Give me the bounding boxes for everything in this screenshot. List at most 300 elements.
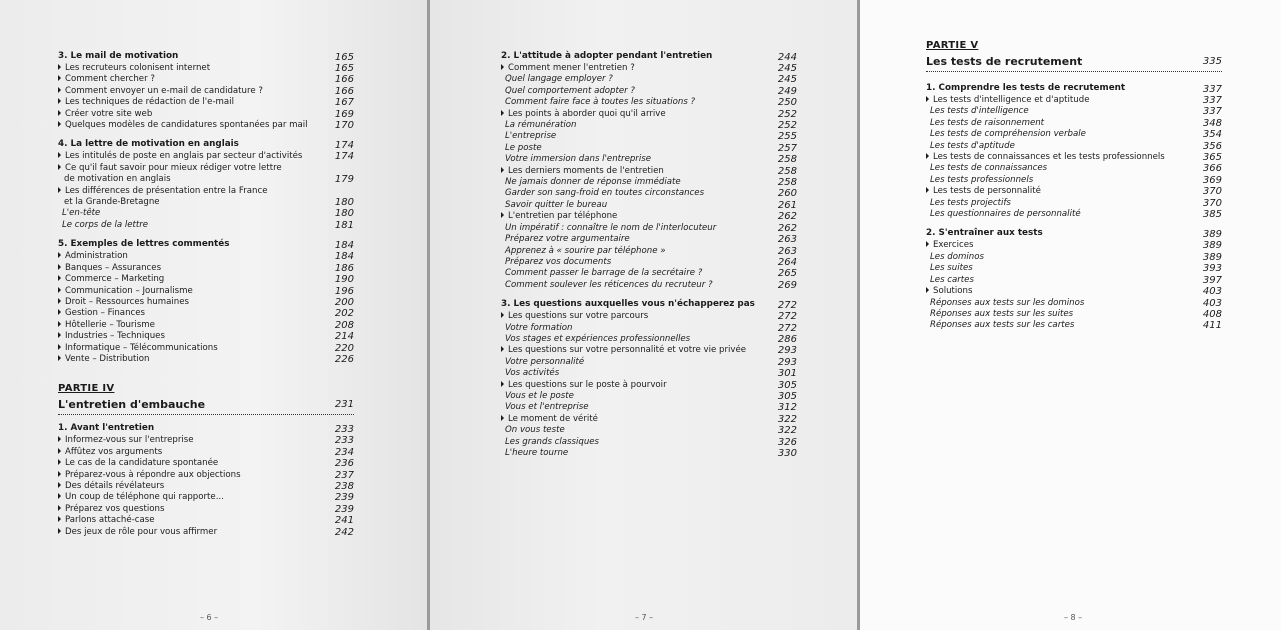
entry-label: La rémunération [505,120,577,131]
section-page-number: 337 [1202,84,1222,95]
entry-page-number: 250 [777,97,797,109]
bullet-icon [58,436,61,442]
section-heading [501,50,797,63]
toc-subentry [501,448,797,459]
entry-label: Les questionnaires de personnalité [930,209,1081,220]
toc-subentry [501,368,797,379]
toc-subentry [501,334,797,345]
toc-entry [58,274,354,285]
toc-subentry [501,177,797,188]
toc-subentry [501,280,797,291]
toc-entry [501,311,797,322]
entry-page-number: 258 [777,165,797,177]
toc-entry [501,380,797,391]
toc-subentry [926,163,1222,174]
entry-label: Vos stages et expériences professionnelles [505,333,691,344]
toc-entry [501,63,797,74]
toc-subentry [501,246,797,257]
entry-label: Les techniques de rédaction de l'e-mail [65,97,234,108]
toc-subentry [501,391,797,402]
entry-page-number: 262 [777,211,797,223]
bullet-icon [501,381,504,387]
entry-label: Apprenez à « sourire par téléphone » [505,245,666,256]
entry-page-number: 200 [334,296,354,308]
bullet-icon [58,344,61,350]
toc-entry [58,197,354,208]
entry-label: Préparez votre argumentaire [505,234,630,245]
entry-label: Les dominos [930,251,984,262]
section-heading [58,238,354,251]
section-page-number: 184 [334,240,354,252]
entry-label: Un impératif : connaître le nom de l'interlocuteur [505,222,717,233]
entry-page-number: 261 [777,199,797,211]
entry-page-number: 354 [1202,129,1222,141]
toc-subentry [926,198,1222,209]
entry-label: Solutions [933,286,973,297]
entry-label: Les tests de raisonnement [930,117,1045,128]
entry-label: Les questions sur votre parcours [508,311,649,322]
entry-label: Les derniers moments de l'entretien [508,165,664,176]
toc-entry [58,74,354,85]
bullet-icon [926,187,929,193]
entry-label: Commerce – Marketing [65,274,165,285]
entry-page-number: 330 [777,448,797,459]
toc-subentry [501,402,797,413]
entry-label: Parlons attaché-case [65,515,155,526]
entry-label: Créer votre site web [65,108,153,119]
toc-entry [58,263,354,274]
toc-entry [58,120,354,131]
entry-label: L'en-tête [62,208,101,219]
toc-entry [58,331,354,342]
bullet-icon [58,459,61,465]
entry-label: Vous et le poste [505,390,574,401]
toc-column-page-8 [926,40,1222,332]
entry-label: Banques – Assurances [65,262,162,273]
entry-label: Préparez vos questions [65,503,165,514]
entry-label: Les tests professionnels [930,174,1034,185]
toc-subentry [926,298,1222,309]
entry-label: et la Grande-Bretagne [64,197,160,208]
toc-entry [58,515,354,526]
toc-sections [926,82,1222,332]
toc-entry [501,345,797,356]
entry-page-number: 169 [334,108,354,120]
entry-page-number: 322 [777,425,797,437]
entry-label: Réponses aux tests sur les cartes [930,320,1075,331]
entry-page-number: 190 [334,274,354,286]
entry-label: L'heure tourne [505,448,569,458]
bullet-icon [58,493,61,499]
entry-page-number: 337 [1202,106,1222,118]
bullet-icon [58,355,61,361]
entry-page-number: 239 [334,492,354,504]
entry-label: Les tests d'intelligence et d'aptitude [933,95,1090,105]
entry-page-number: 245 [777,74,797,86]
toc-entry [58,320,354,331]
toc-entry [58,109,354,120]
section-title: 2. L'attitude à adopter pendant l'entretien [501,51,713,61]
section-title: 5. Exemples de lettres commentés [58,239,230,250]
entry-page-number: 397 [1202,274,1222,286]
entry-page-number: 245 [777,63,797,74]
bullet-icon [926,241,929,247]
entry-label: Préparez-vous à répondre aux objections [65,469,241,480]
toc-subentry [501,131,797,142]
toc-column-page-6 [58,46,354,538]
bullet-icon [58,275,61,281]
toc-entry [926,152,1222,163]
page-6 [0,0,427,630]
section-heading [926,227,1222,240]
entry-page-number: 369 [1202,174,1222,186]
toc-subentry [926,263,1222,274]
section-heading [58,50,354,63]
entry-page-number: 293 [777,345,797,357]
entry-page-number: 286 [777,333,797,345]
toc-column-page-7 [501,46,797,459]
bullet-icon [58,75,61,81]
entry-label: Le moment de vérité [508,413,598,424]
toc-entry [58,97,354,108]
entry-label: Les tests d'aptitude [930,140,1015,151]
entry-page-number: 403 [1202,286,1222,298]
toc-subentry [501,437,797,448]
entry-page-number: 326 [777,436,797,448]
entry-label: Un coup de téléphone qui rapporte... [65,492,224,503]
entry-label: Comment chercher ? [65,74,155,85]
toc-entry [926,286,1222,297]
entry-page-number: 337 [1202,95,1222,106]
toc-sections-2 [58,422,354,538]
entry-label: Les tests d'intelligence [930,106,1029,117]
entry-label: Les tests de connaissances et les tests professionnels [933,152,1165,163]
entry-label: Les tests de personnalité [933,186,1041,197]
section-page-number: 272 [777,300,797,312]
entry-page-number: 234 [334,446,354,458]
entry-page-number: 293 [777,356,797,368]
entry-page-number: 202 [334,308,354,320]
toc-subentry [926,118,1222,129]
entry-label: Quel comportement adopter ? [505,85,635,96]
bullet-icon [58,98,61,104]
toc-entry [58,163,354,174]
toc-entry [58,151,354,162]
entry-label: Les différences de présentation entre la France [65,185,268,196]
partie-title [926,55,1222,72]
entry-page-number: 236 [334,458,354,470]
bullet-icon [501,110,504,116]
toc-entry [58,63,354,74]
entry-page-number: 196 [334,285,354,297]
entry-label: Ce qu'il faut savoir pour mieux rédiger votre lettre [65,162,282,173]
toc-entry [58,504,354,515]
entry-page-number: 356 [1202,140,1222,152]
toc-sections [501,50,797,459]
entry-label: Garder son sang-froid en toutes circonstances [505,188,705,199]
toc-subentry [501,357,797,368]
toc-subentry [501,257,797,268]
partie-heading: PARTIE V [926,40,979,51]
toc-entry [926,186,1222,197]
entry-page-number: 411 [1202,320,1222,332]
entry-label: Des détails révélateurs [65,480,165,491]
toc-entry [58,297,354,308]
toc-entry [58,527,354,538]
bullet-icon [58,252,61,258]
toc-subentry [501,188,797,199]
entry-label: Administration [65,251,128,262]
entry-label: Comment envoyer un e-mail de candidature ? [65,85,263,96]
toc-subentry [926,320,1222,331]
entry-page-number: 233 [334,435,354,447]
entry-label: Réponses aux tests sur les suites [930,308,1074,319]
partie-title-text: L'entretien d'embauche [58,398,206,412]
bullet-icon [501,167,504,173]
entry-page-number: 239 [334,503,354,515]
section-title: 4. La lettre de motivation en anglais [58,139,239,150]
entry-page-number: 214 [334,331,354,343]
bullet-icon [58,152,61,158]
entry-label: Votre personnalité [505,356,585,367]
entry-label: Les tests de connaissances [930,163,1048,174]
entry-page-number: 249 [777,85,797,97]
entry-page-number: 258 [777,154,797,166]
entry-label: Le poste [505,142,542,153]
toc-entry [501,166,797,177]
section-title: 3. Les questions auxquelles vous n'échapperez pas [501,299,755,310]
toc-subentry [926,309,1222,320]
toc-subentry [501,268,797,279]
entry-label: Votre formation [505,322,573,333]
bullet-icon [58,110,61,116]
section-heading [58,422,354,435]
entry-page-number: 252 [777,108,797,120]
entry-page-number: 170 [334,120,354,132]
page-7 [430,0,857,630]
entry-label: Quel langage employer ? [505,74,613,85]
toc-entry [58,251,354,262]
section-heading [926,82,1222,95]
section-title: 3. Le mail de motivation [58,51,179,61]
entry-label: Vos activités [505,368,560,379]
entry-label: Informez-vous sur l'entreprise [65,435,194,446]
entry-page-number: 262 [777,222,797,234]
entry-page-number: 305 [777,390,797,402]
entry-page-number: 181 [334,219,354,231]
toc-entry [926,95,1222,106]
entry-label: Industries – Techniques [65,331,165,342]
toc-sections [58,50,354,365]
page-folio: – 8 – [1064,613,1083,622]
entry-page-number: 403 [1202,297,1222,309]
entry-label: On vous teste [505,425,565,436]
entry-page-number: 301 [777,368,797,380]
toc-subentry [501,425,797,436]
toc-entry [58,343,354,354]
entry-label: L'entreprise [505,131,557,142]
bullet-icon [58,264,61,270]
entry-label: Comment mener l'entretien ? [508,63,635,73]
toc-entry [58,435,354,446]
entry-page-number: 272 [777,311,797,323]
toc-subentry [501,154,797,165]
bullet-icon [926,153,929,159]
toc-subentry [926,106,1222,117]
toc-entry [501,109,797,120]
toc-entry [58,354,354,365]
partie-page-number: 335 [1202,56,1222,67]
entry-page-number: 322 [777,413,797,425]
section-title: 2. S'entraîner aux tests [926,228,1043,239]
entry-label: Communication – Journalisme [65,285,193,296]
bullet-icon [58,471,61,477]
entry-page-number: 265 [777,268,797,280]
toc-subentry [501,97,797,108]
partie-title [58,398,354,415]
toc-subentry [501,143,797,154]
entry-label: Les recruteurs colonisent internet [65,63,211,73]
section-heading [501,298,797,311]
entry-page-number: 167 [334,97,354,109]
toc-entry [58,186,354,197]
toc-entry [58,481,354,492]
toc-entry [58,286,354,297]
toc-subentry [926,209,1222,220]
entry-page-number: 226 [334,353,354,365]
partie-page-number: 231 [334,399,354,411]
entry-label: Gestion – Finances [65,308,145,319]
entry-label: Comment soulever les réticences du recruteur ? [505,279,713,290]
entry-label: Les intitulés de poste en anglais par secteur d'activités [65,151,303,162]
toc-entry [58,174,354,185]
bullet-icon [58,482,61,488]
bullet-icon [58,321,61,327]
entry-label: Le corps de la lettre [62,219,149,230]
bullet-icon [501,415,504,421]
entry-label: Quelques modèles de candidatures spontanées par mail [65,120,308,131]
entry-label: Comment passer le barrage de la secrétaire ? [505,268,703,279]
bullet-icon [58,298,61,304]
entry-page-number: 186 [334,262,354,274]
bullet-icon [58,528,61,534]
section-heading [58,138,354,151]
entry-page-number: 305 [777,379,797,391]
toc-entry [58,86,354,97]
entry-label: Exercices [933,240,974,251]
entry-page-number: 389 [1202,251,1222,263]
bullet-icon [58,332,61,338]
toc-subentry [501,120,797,131]
entry-page-number: 389 [1202,240,1222,252]
entry-label: Le cas de la candidature spontanée [65,458,219,469]
entry-page-number: 393 [1202,263,1222,275]
section-page-number: 165 [334,52,354,63]
entry-label: Vente – Distribution [65,353,150,364]
bullet-icon [501,312,504,318]
entry-page-number: 179 [334,174,354,186]
toc-entry [58,447,354,458]
entry-page-number: 237 [334,469,354,481]
bullet-icon [58,121,61,127]
page-folio: – 6 – [200,613,219,622]
entry-page-number: 408 [1202,308,1222,320]
section-title: 1. Comprendre les tests de recrutement [926,83,1126,93]
entry-label: Les cartes [930,274,974,285]
entry-page-number: 166 [334,85,354,97]
entry-label: Des jeux de rôle pour vous affirmer [65,526,218,537]
entry-label: Les grands classiques [505,436,600,447]
entry-page-number: 220 [334,342,354,354]
toc-subentry [926,129,1222,140]
toc-entry [58,458,354,469]
entry-page-number: 370 [1202,197,1222,209]
bullet-icon [58,448,61,454]
entry-page-number: 180 [334,197,354,209]
toc-entry [58,492,354,503]
section-page-number: 389 [1202,229,1222,241]
entry-label: Les questions sur votre personnalité et votre vie privée [508,345,747,356]
toc-subentry [926,175,1222,186]
entry-label: Préparez vos documents [505,256,612,267]
toc-subentry [926,275,1222,286]
entry-label: Votre immersion dans l'entreprise [505,154,651,165]
entry-label: Droit – Ressources humaines [65,296,189,307]
bullet-icon [926,287,929,293]
entry-label: Les suites [930,263,973,274]
bullet-icon [58,309,61,315]
entry-page-number: 264 [777,256,797,268]
section-page-number: 174 [334,140,354,152]
entry-label: Affûtez vos arguments [65,446,163,457]
entry-page-number: 258 [777,177,797,189]
toc-entry [501,211,797,222]
bullet-icon [58,187,61,193]
entry-page-number: 365 [1202,152,1222,164]
bullet-icon [58,516,61,522]
bullet-icon [58,64,61,70]
entry-page-number: 263 [777,234,797,246]
bullet-icon [501,64,504,70]
partie-heading: PARTIE IV [58,383,115,395]
toc-subentry [501,200,797,211]
toc-subentry [501,223,797,234]
entry-label: Les questions sur le poste à pourvoir [508,379,667,390]
entry-label: Vous et l'entreprise [505,402,589,413]
toc-subentry [501,74,797,85]
entry-page-number: 257 [777,142,797,154]
entry-label: de motivation en anglais [64,174,171,185]
entry-label: Informatique – Télécommunications [65,342,218,353]
toc-subentry [501,86,797,97]
section-page-number: 244 [777,52,797,63]
page-8 [860,0,1281,630]
entry-label: Les tests de compréhension verbale [930,129,1086,140]
entry-label: Savoir quitter le bureau [505,199,608,210]
entry-page-number: 348 [1202,117,1222,129]
entry-page-number: 180 [334,208,354,220]
entry-page-number: 312 [777,402,797,414]
section-page-number: 233 [334,424,354,436]
toc-subentry [58,220,354,231]
page-folio: – 7 – [635,613,654,622]
partie-title-text: Les tests de recrutement [926,55,1083,68]
entry-page-number: 370 [1202,186,1222,198]
entry-page-number: 166 [334,74,354,86]
entry-label: Ne jamais donner de réponse immédiate [505,177,681,188]
entry-page-number: 174 [334,151,354,163]
entry-label: Les tests projectifs [930,197,1011,208]
